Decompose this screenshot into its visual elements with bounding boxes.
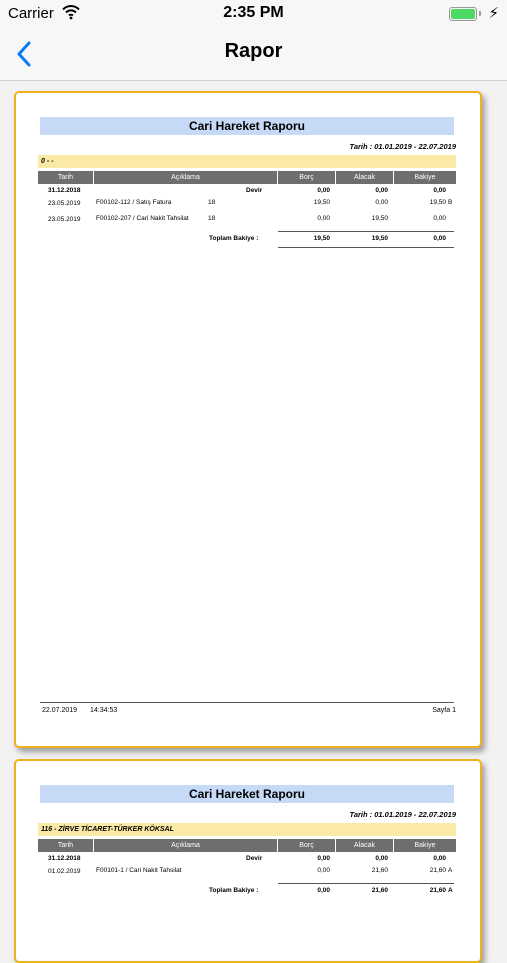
footer-date: 22.07.2019 bbox=[42, 707, 78, 714]
total-rule-bottom bbox=[278, 247, 454, 248]
total-bakiye: 21,60 bbox=[429, 887, 446, 894]
row-flag: B bbox=[448, 199, 453, 206]
devir-borc: 0,00 bbox=[317, 855, 330, 862]
row-date: 23.05.2019 bbox=[48, 216, 81, 223]
account-band: 0 - - bbox=[38, 155, 456, 168]
total-alacak: 21,60 bbox=[371, 887, 388, 894]
report-date-range: Tarih : 01.01.2019 - 22.07.2019 bbox=[349, 810, 456, 819]
row-desc: F00101-1 / Cari Nakit Tahsilat bbox=[96, 867, 182, 874]
devir-borc: 0,00 bbox=[317, 187, 330, 194]
row-bakiye: 0,00 bbox=[433, 215, 446, 222]
total-bakiye: 0,00 bbox=[433, 235, 446, 242]
footer-divider bbox=[40, 702, 454, 703]
page-title: Rapor bbox=[224, 40, 283, 62]
row-date: 23.05.2019 bbox=[48, 200, 81, 207]
table-header bbox=[38, 839, 456, 852]
total-flag: A bbox=[448, 887, 453, 894]
devir-bakiye: 0,00 bbox=[433, 187, 446, 194]
row-flag: A bbox=[448, 867, 453, 874]
col-alacak: Alacak bbox=[336, 839, 393, 852]
col-bakiye: Bakiye bbox=[394, 171, 456, 184]
devir-date: 31.12.2018 bbox=[48, 187, 81, 194]
row-no: 18 bbox=[208, 215, 216, 222]
row-desc: F00102-112 / Satış Fatura bbox=[96, 199, 172, 206]
devir-alacak: 0,00 bbox=[375, 187, 388, 194]
row-no: 18 bbox=[208, 199, 216, 206]
col-tarih: Tarih bbox=[38, 171, 93, 184]
total-alacak: 19,50 bbox=[371, 235, 388, 242]
clock: 2:35 PM bbox=[223, 4, 284, 21]
row-alacak: 0,00 bbox=[375, 199, 388, 206]
report-title: Cari Hareket Raporu bbox=[40, 117, 454, 135]
bolt-icon: ⚡︎ bbox=[488, 5, 499, 22]
report-page-1[interactable] bbox=[14, 91, 482, 748]
report-page-2[interactable] bbox=[14, 759, 482, 963]
total-borc: 19,50 bbox=[313, 235, 330, 242]
row-borc: 19,50 bbox=[313, 199, 330, 206]
col-aciklama: Açıklama bbox=[94, 171, 277, 184]
footer-time: 14:34:53 bbox=[90, 707, 118, 714]
battery-tip bbox=[479, 11, 481, 16]
row-borc: 0,00 bbox=[317, 215, 330, 222]
row-alacak: 19,50 bbox=[371, 215, 388, 222]
col-alacak: Alacak bbox=[336, 171, 393, 184]
col-borc: Borç bbox=[278, 171, 335, 184]
account-band: 116 - ZİRVE TİCARET-TÜRKER KÖKSAL bbox=[38, 823, 456, 836]
devir-bakiye: 0,00 bbox=[433, 855, 446, 862]
devir-label: Devir bbox=[246, 187, 263, 194]
report-date-range: Tarih : 01.01.2019 - 22.07.2019 bbox=[349, 142, 456, 151]
row-bakiye: 21,60 bbox=[429, 867, 446, 874]
row-alacak: 21,60 bbox=[371, 867, 388, 874]
battery-icon bbox=[449, 7, 477, 21]
total-label: Toplam Bakiye : bbox=[209, 887, 259, 894]
row-borc: 0,00 bbox=[317, 867, 330, 874]
total-borc: 0,00 bbox=[317, 887, 330, 894]
col-bakiye: Bakiye bbox=[394, 839, 456, 852]
navigation-bar bbox=[0, 28, 507, 81]
row-date: 01.02.2019 bbox=[48, 868, 81, 875]
row-desc: F00102-207 / Cari Nakit Tahsilat bbox=[96, 215, 189, 222]
col-borc: Borç bbox=[278, 839, 335, 852]
col-tarih: Tarih bbox=[38, 839, 93, 852]
carrier-label: Carrier bbox=[8, 5, 54, 22]
footer-page-number: Sayfa 1 bbox=[432, 707, 456, 714]
devir-date: 31.12.2018 bbox=[48, 855, 81, 862]
total-rule-top bbox=[278, 883, 454, 884]
table-header bbox=[38, 171, 456, 184]
total-rule-top bbox=[278, 231, 454, 232]
devir-alacak: 0,00 bbox=[375, 855, 388, 862]
status-bar bbox=[0, 0, 507, 28]
report-title: Cari Hareket Raporu bbox=[40, 785, 454, 803]
total-label: Toplam Bakiye : bbox=[209, 235, 259, 242]
devir-label: Devir bbox=[246, 855, 263, 862]
col-aciklama: Açıklama bbox=[94, 839, 277, 852]
row-bakiye: 19,50 bbox=[429, 199, 446, 206]
